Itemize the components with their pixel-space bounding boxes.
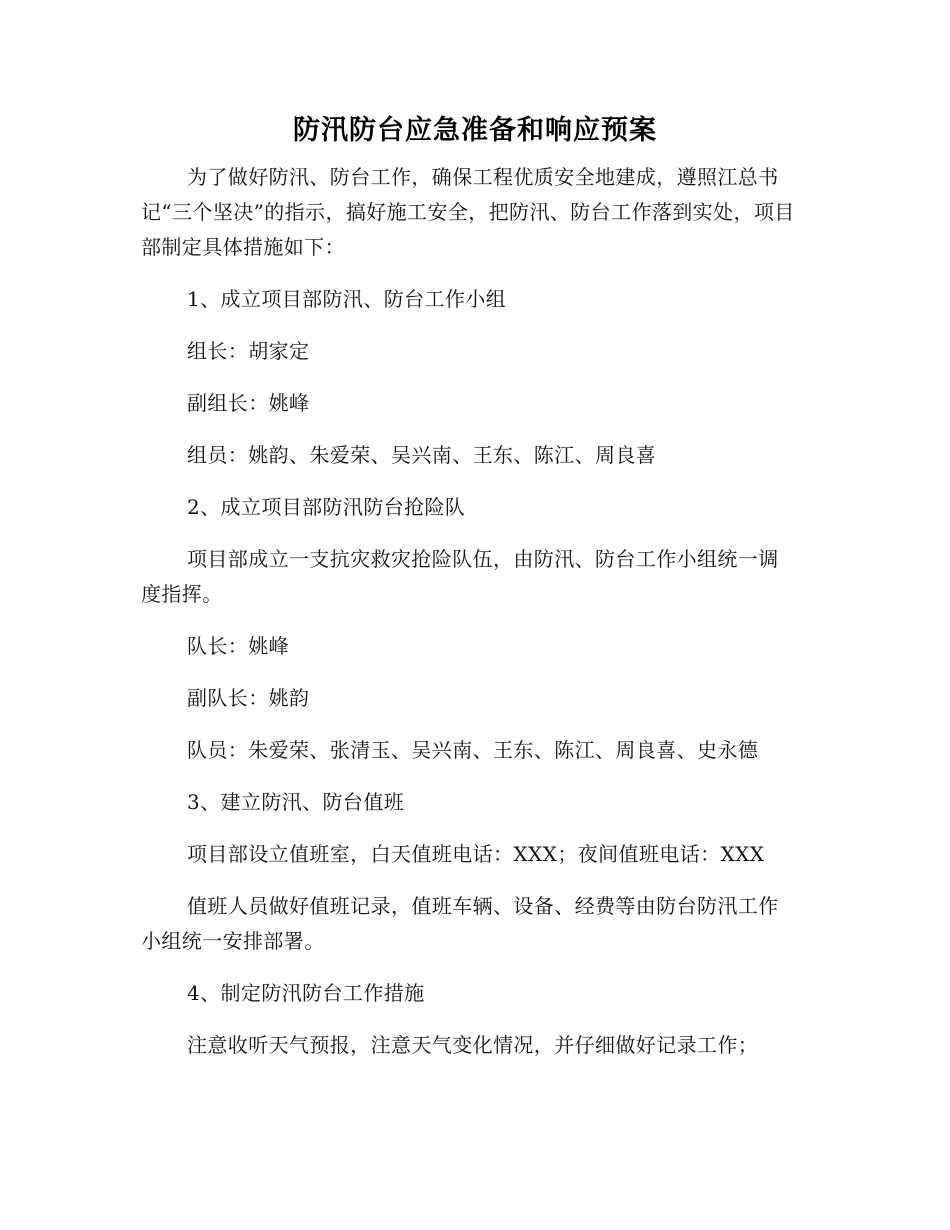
paragraph-rescue-team: 项目部成立一支抗灾救灾抢险队伍，由防汛、防台工作小组统一调度指挥。 — [141, 547, 779, 606]
document-body — [141, 160, 796, 1080]
paragraph-captain: 队长：姚峰 — [187, 634, 289, 658]
paragraph-duty-phones: 项目部设立值班室，白天值班电话：XXX；夜间值班电话：XXX — [187, 842, 765, 866]
paragraph-leader: 组长：胡家定 — [187, 339, 310, 363]
document-title: 防汛防台应急准备和响应预案 — [293, 115, 657, 146]
paragraph-deputy-leader: 副组长：姚峰 — [187, 391, 310, 415]
section-heading-4: 4、制定防汛防台工作措施 — [187, 981, 425, 1005]
paragraph-team-members: 队员：朱爱荣、张清玉、吴兴南、王东、陈江、周良喜、史永德 — [187, 738, 759, 762]
section-heading-1: 1、成立项目部防汛、防台工作小组 — [187, 287, 507, 311]
paragraph-vice-captain: 副队长：姚韵 — [187, 686, 310, 710]
paragraph-weather: 注意收听天气预报，注意天气变化情况，并仔细做好记录工作； — [187, 1033, 759, 1057]
paragraph-intro: 为了做好防汛、防台工作，确保工程优质安全地建成，遵照江总书记“三个坚决”的指示，搞好施工安全，把防汛、防台工作落到实处，项目部制定具体措施如下： — [141, 165, 795, 259]
section-heading-3: 3、建立防汛、防台值班 — [187, 790, 405, 814]
paragraph-members: 组员：姚韵、朱爱荣、吴兴南、王东、陈江、周良喜 — [187, 443, 657, 467]
paragraph-duty-records: 值班人员做好值班记录，值班车辆、设备、经费等由防台防汛工作小组统一安排部署。 — [141, 894, 779, 953]
section-heading-2: 2、成立项目部防汛防台抢险队 — [187, 495, 466, 519]
